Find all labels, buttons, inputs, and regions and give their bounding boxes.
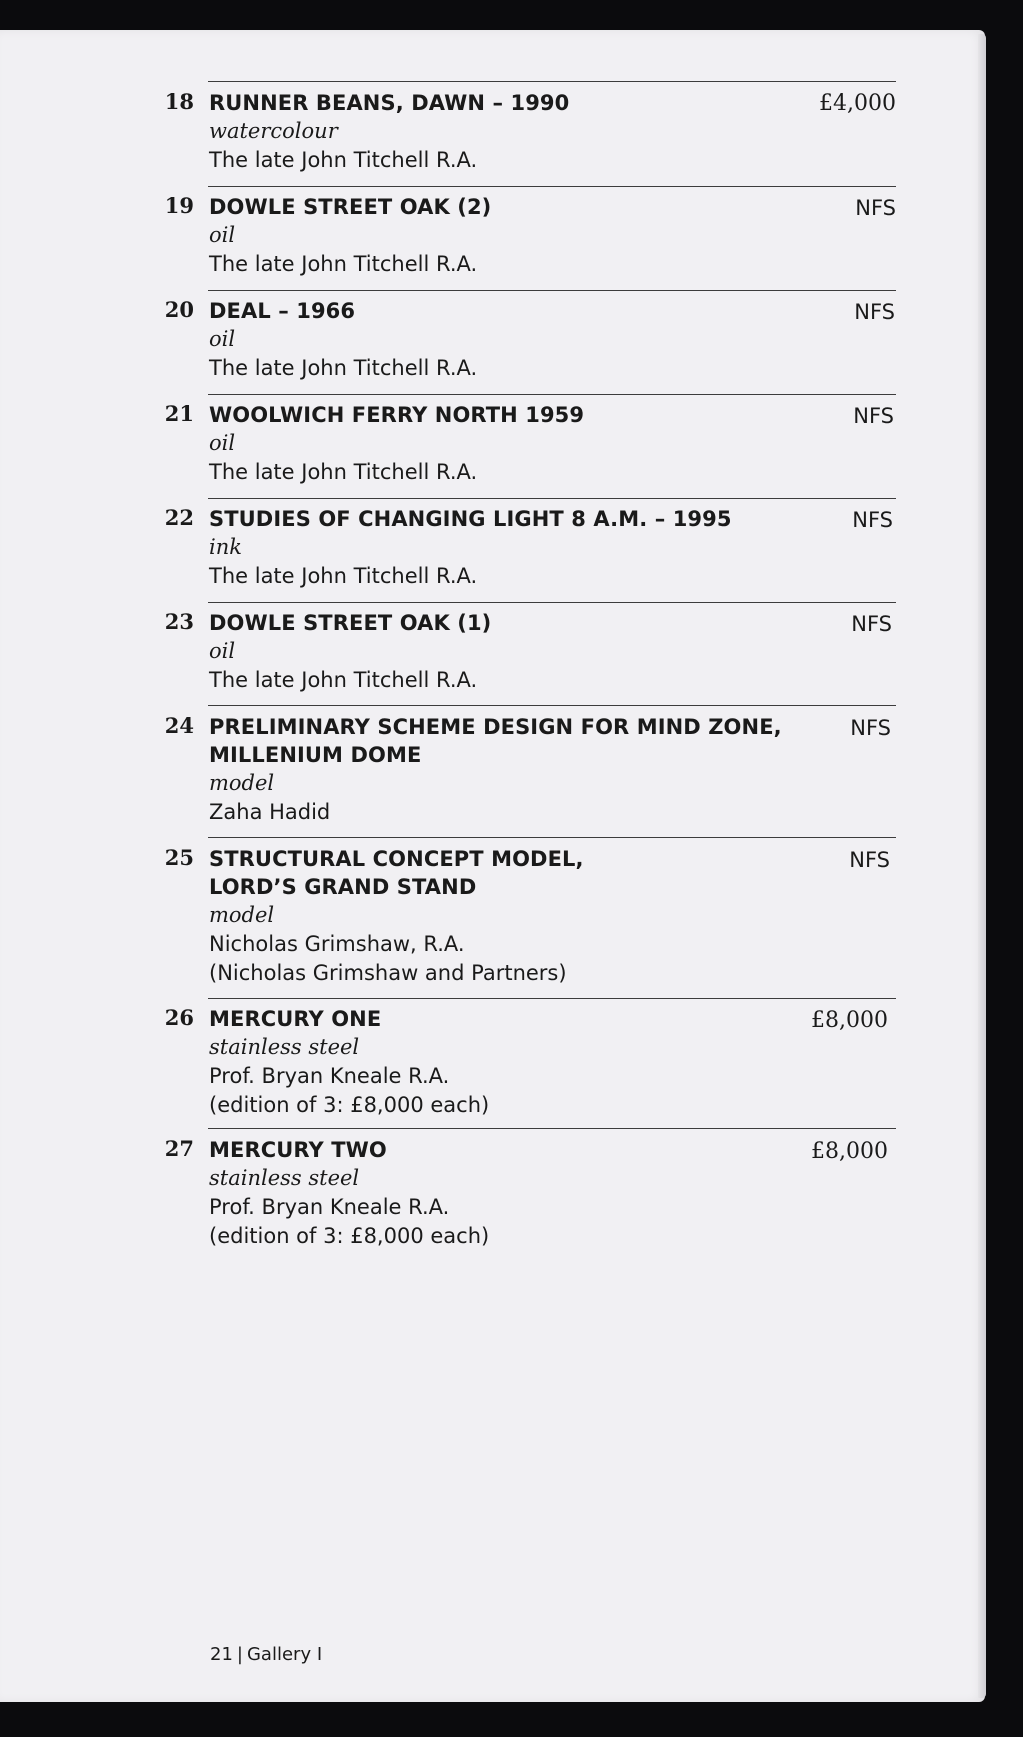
entry-rule [208, 998, 896, 999]
entry-price: NFS [855, 196, 896, 220]
entry-medium: stainless steel [209, 1035, 360, 1059]
entry-price: £8,000 [811, 1139, 888, 1164]
entry-rule [208, 705, 896, 706]
entry-artist-line-2: (Nicholas Grimshaw and Partners) [209, 961, 567, 985]
entry-price: £8,000 [811, 1008, 888, 1033]
entry-number: 24 [164, 713, 194, 738]
entry-artist: The late John Titchell R.A. [209, 148, 478, 172]
footer-separator: | [236, 1644, 243, 1665]
entry-artist: Prof. Bryan Kneale R.A. [209, 1195, 450, 1219]
entry-number: 22 [164, 505, 194, 530]
entry-medium: model [209, 771, 275, 795]
entry-artist: The late John Titchell R.A. [209, 564, 478, 588]
entry-title: MERCURY TWO [209, 1138, 387, 1162]
entry-title: WOOLWICH FERRY NORTH 1959 [209, 403, 585, 427]
entry-price: NFS [854, 300, 895, 324]
entry-medium: ink [209, 535, 242, 559]
entry-medium: oil [209, 223, 236, 247]
entry-medium: watercolour [209, 119, 338, 143]
entry-rule [208, 1128, 896, 1129]
entry-rule [208, 837, 896, 838]
entry-number: 18 [164, 89, 194, 114]
entry-rule [208, 186, 896, 187]
entry-medium: oil [209, 431, 236, 455]
entry-rule [208, 602, 896, 603]
page-footer [210, 1644, 322, 1665]
entry-artist-line-2: (edition of 3: £8,000 each) [209, 1224, 490, 1248]
entry-number: 21 [164, 401, 194, 426]
page-number: 21 [210, 1644, 233, 1665]
entry-number: 26 [164, 1005, 194, 1030]
entry-number: 19 [164, 193, 194, 218]
entry-price: NFS [849, 848, 890, 872]
entry-artist-line-2: (edition of 3: £8,000 each) [209, 1093, 490, 1117]
section-name: Gallery I [246, 1644, 323, 1665]
entry-medium: model [209, 903, 275, 927]
entry-number: 20 [164, 297, 194, 322]
entry-number: 25 [164, 845, 194, 870]
entry-price: £4,000 [819, 91, 896, 116]
entry-artist: The late John Titchell R.A. [209, 252, 478, 276]
entry-title: MERCURY ONE [209, 1007, 382, 1031]
entry-title: STUDIES OF CHANGING LIGHT 8 A.M. – 1995 [209, 507, 732, 531]
entry-title: DEAL – 1966 [209, 299, 356, 323]
entry-title: RUNNER BEANS, DAWN – 1990 [209, 91, 570, 115]
entry-artist: Nicholas Grimshaw, R.A. [209, 932, 465, 956]
entry-rule [208, 394, 896, 395]
entry-artist: Prof. Bryan Kneale R.A. [209, 1064, 450, 1088]
entry-artist: The late John Titchell R.A. [209, 668, 478, 692]
entry-title: DOWLE STREET OAK (2) [209, 195, 492, 219]
entry-title-line-2: LORD’S GRAND STAND [209, 875, 477, 899]
entry-medium: stainless steel [209, 1166, 360, 1190]
entry-title-line-2: MILLENIUM DOME [209, 743, 422, 767]
entry-medium: oil [209, 639, 236, 663]
entry-artist: The late John Titchell R.A. [209, 460, 478, 484]
entry-title: PRELIMINARY SCHEME DESIGN FOR MIND ZONE, [209, 715, 782, 739]
entry-rule [208, 498, 896, 499]
entry-medium: oil [209, 327, 236, 351]
entry-rule [208, 290, 896, 291]
entry-price: NFS [853, 404, 894, 428]
entry-title: STRUCTURAL CONCEPT MODEL, [209, 847, 584, 871]
page-edge [978, 34, 986, 1698]
entry-artist: The late John Titchell R.A. [209, 356, 478, 380]
entry-number: 23 [164, 609, 194, 634]
entry-price: NFS [852, 508, 893, 532]
entry-artist: Zaha Hadid [209, 800, 331, 824]
entry-title: DOWLE STREET OAK (1) [209, 611, 492, 635]
entry-price: NFS [850, 716, 891, 740]
entry-rule [208, 81, 896, 82]
entry-number: 27 [164, 1136, 194, 1161]
entry-price: NFS [851, 612, 892, 636]
